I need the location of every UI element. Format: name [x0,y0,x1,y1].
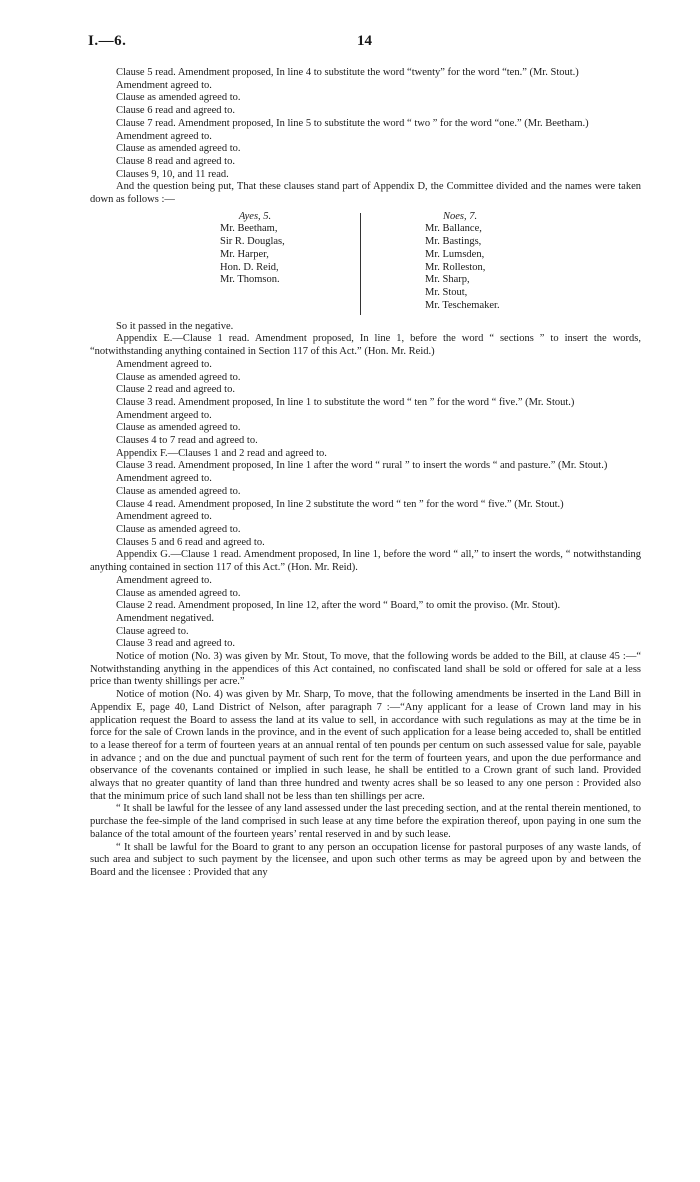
paragraph: Clause as amended agreed to. [116,371,241,383]
division-divider [360,213,361,315]
paragraph: Clause agreed to. [116,625,189,637]
ayes-column [220,211,360,287]
paragraph: Appendix E.—Clause 1 read. Amendment proposed, In line 1, before the word “ sections ” to insert the words, “notwithstanding anything contained in Section 117 of this Act.” (Hon. Mr. Reid.) [90,333,641,358]
paragraph: Notice of motion (No. 4) was given by Mr. Sharp, To move, that the following amendments be inserted in the Land Bill in Appendix E, page 40, Land District of Nelson, after paragraph 7 :—“Any applicant for a lease of Crown land may in his application request the Board to assess the land at its value to sell, in accordance with such regulations as may at the time be in force for the sale of Crown lands in the province, and in the event of such application for a lease being acceded to, shall be entitled to a lease thereof for a term of fourteen years at an annual rental of ten pounds per centum on such assessed value for sale, payable in advance ; and on the due and punctual payment of such rent for the term of fourteen years, and upon the due performance and observance of the covenants contained or implied in such lease, he shall be entitled to a Crown grant of such land. Provided always that no greater quantity of land than three hundred and twenty acres shall be so leased to any one person : Provided also that the minimum price of such land shall not be less than ten shillings per acre. [90,689,641,802]
paragraph: Clause as amended agreed to. [116,92,241,104]
aye-member: Mr. Beetham, [220,223,278,235]
paragraph: Clause 3 read. Amendment proposed, In line 1 to substitute the word “ ten ” for the word “ five.” (Mr. Stout.) [116,396,575,408]
aye-member: Hon. D. Reid, [220,261,279,273]
paragraph: Appendix F.—Clauses 1 and 2 read and agreed to. [116,447,327,459]
noes-column [425,211,565,313]
paragraph: Amendment agreed to. [116,511,212,523]
noe-member: Mr. Stout, [425,286,468,298]
paragraph: Clause 6 read and agreed to. [116,105,235,117]
noe-member: Mr. Rolleston, [425,261,486,273]
paragraph: Clause 3 read. Amendment proposed, In line 1 after the word “ rural ” to insert the words “ and pasture.” (Mr. Stout.) [116,460,608,472]
paragraph: Clause 7 read. Amendment proposed, In line 5 to substitute the word “ two ” for the word “one.” (Mr. Beetham.) [116,117,589,129]
paragraph: Amendment negatived. [116,612,214,624]
paragraph: Clause 2 read. Amendment proposed, In line 12, after the word “ Board,” to omit the proviso. (Mr. Stout). [116,600,561,612]
noes-title: Noes, 7. [442,210,478,222]
aye-member: Mr. Harper, [220,248,269,260]
paragraph: Clause 4 read. Amendment proposed, In line 2 substitute the word “ ten ” for the word “ five.” (Mr. Stout.) [116,498,564,510]
paragraph: Clauses 9, 10, and 11 read. [116,168,229,180]
paragraph: Clause 8 read and agreed to. [116,155,235,167]
aye-member: Mr. Thomson. [220,274,280,286]
paragraph: Amendment argeed to. [116,409,212,421]
paragraph: So it passed in the negative. [116,320,234,332]
paragraph: Amendment agreed to. [116,79,212,91]
noe-member: Mr. Ballance, [425,223,482,235]
proceedings-bottom [90,321,641,880]
page-number: 14 [357,33,372,49]
paragraph: Clause 3 read and agreed to. [116,638,235,650]
paragraph: Clause 5 read. Amendment proposed, In line 4 to substitute the word “twenty” for the word “ten.” (Mr. Stout.) [116,67,579,78]
paragraph: Clause as amended agreed to. [116,523,241,535]
paragraph: Appendix G.—Clause 1 read. Amendment proposed, In line 1, before the word “ all,” to insert the words, “ notwithstanding anything contained in section 117 of this Act.” (Hon. Mr. Reid). [90,549,641,574]
paragraph: Amendment agreed to. [116,473,212,485]
noe-member: Mr. Teschemaker. [425,299,500,311]
paragraph: Clause as amended agreed to. [116,587,241,599]
paper-reference: I.—6. [88,33,127,49]
paragraph: Clause as amended agreed to. [116,143,241,155]
paragraph: Amendment agreed to. [116,574,212,586]
ayes-title: Ayes, 5. [238,210,272,222]
paragraph: Amendment agreed to. [116,130,212,142]
division-list [90,211,641,317]
document-body [90,67,641,880]
paragraph: Clauses 4 to 7 read and agreed to. [116,435,258,447]
noe-member: Mr. Bastings, [425,236,482,248]
paragraph: Clauses 5 and 6 read and agreed to. [116,536,265,548]
paragraph: Clause as amended agreed to. [116,422,241,434]
paragraph: Clause 2 read and agreed to. [116,384,235,396]
noe-member: Mr. Sharp, [425,274,470,286]
paragraph: And the question being put, That these clauses stand part of Appendix D, the Committee divided and the names were taken down as follows :— [90,181,641,206]
paragraph: “ It shall be lawful for the lessee of any land assessed under the last preceding section, and at the rental therein mentioned, to purchase the fee-simple of the land comprised in such lease at any time before the expiration thereof, upon paying in one sum the balance of the total amount of the fourteen years’ rental reserved in and by such lease. [90,803,641,840]
proceedings-top [90,67,641,207]
paragraph: Clause as amended agreed to. [116,485,241,497]
paragraph: Notice of motion (No. 3) was given by Mr. Stout, To move, that the following words be added to the Bill, at clause 45 :—“ Notwithstanding anything in the appendices of this Act contained, no confiscated land shall be sold or offered for sale at a less price than twenty shillings per acre.” [90,651,641,688]
noe-member: Mr. Lumsden, [425,248,485,260]
paragraph: Amendment agreed to. [116,358,212,370]
paragraph: “ It shall be lawful for the Board to grant to any person an occupation license for pastoral purposes of any waste lands, of such area and subject to such payment by the licensee, and upon such other terms as may be agreed upon by and between the Board and the licensee : Provided that any [90,841,641,878]
aye-member: Sir R. Douglas, [220,236,285,248]
